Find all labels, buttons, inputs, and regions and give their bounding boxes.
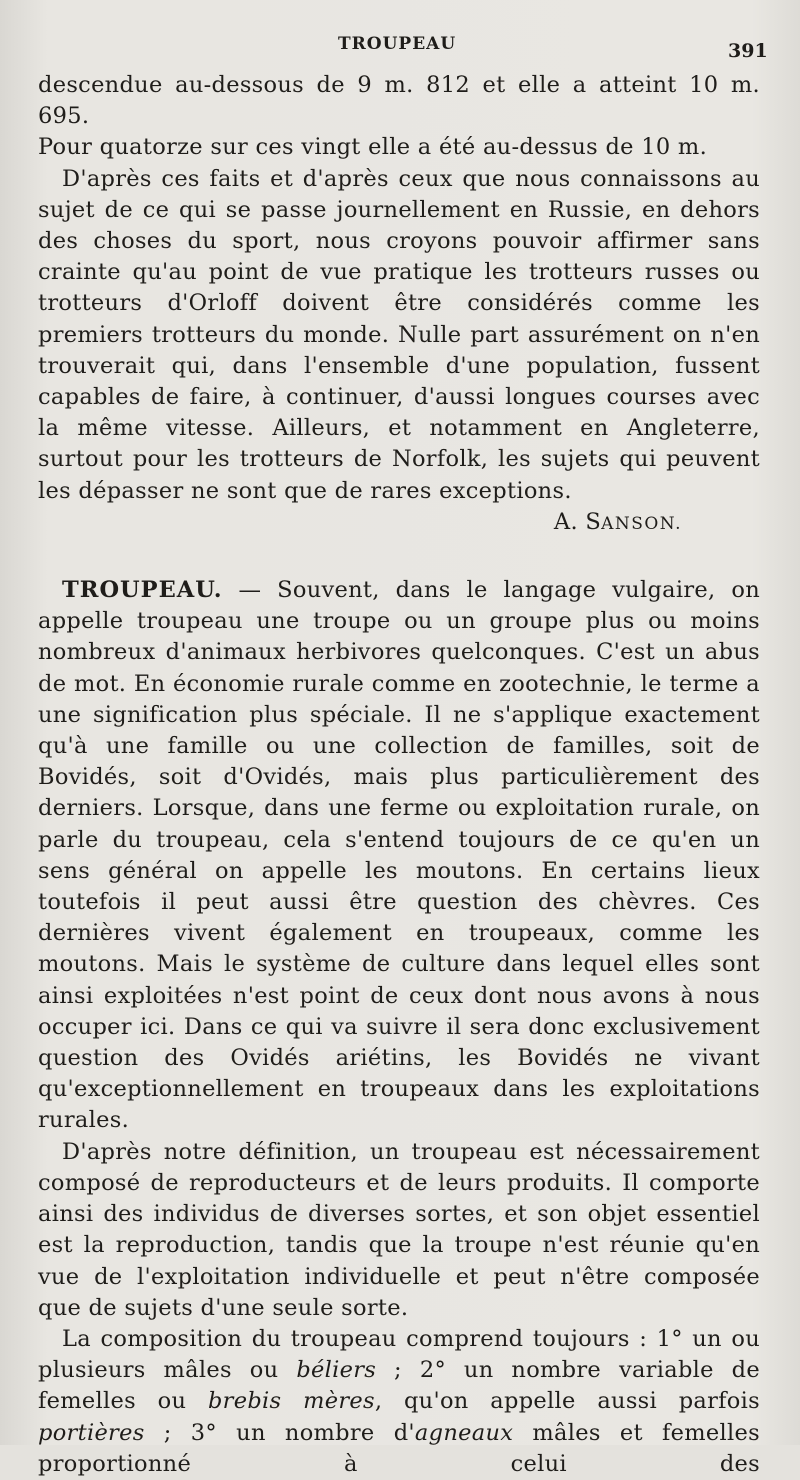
text-line: descendue au-dessous de 9 m. 812 et elle a atteint 10 m. 695. (38, 72, 760, 130)
paragraph: D'après ces faits et d'après ceux que nous connaissons au sujet de ce qui se passe journellement en Russie, en dehors des choses du sport, nous croyons pouvoir affirmer sans crainte qu'au point de vue pratique les trotteurs russes ou trotteurs d'Orloff doivent être considérés comme les premiers trotteurs du monde. Nulle part assurément on n'en trouverait qui, dans l'ensemble d'une population, fussent capables de faire, à continuer, d'aussi longues courses avec la même vitesse. Ailleurs, et notamment en Angleterre, surtout pour les trotteurs de Norfolk, les sujets qui peuvent les dépasser ne sont que de rares exceptions. (38, 165, 760, 504)
italic-term: agneaux (414, 1419, 514, 1446)
author-signature (38, 507, 760, 538)
paragraph (38, 575, 760, 1137)
paragraph-text: , qu'on appelle aussi parfois (374, 1388, 760, 1415)
signature-rest: ANSON. (601, 513, 682, 534)
signature-initial: A. S (553, 508, 602, 535)
paragraph (38, 1324, 760, 1480)
page-header (0, 34, 800, 64)
italic-term: portières (38, 1419, 145, 1446)
entry-headword: TROUPEAU. (62, 577, 223, 604)
paragraph-text: — Souvent, dans le langage vulgaire, on appelle troupeau une troupe ou un groupe plus ou moins nombreux d'animaux herbivores quelconques. C'est un abus de mot. En économie rurale comme en zootechnie, le terme a une signification plus spéciale. Il ne s'applique exactement qu'à une famille ou une collection de familles, soit de Bovidés, soit d'Ovidés, mais plus particulièrement des derniers. Lorsque, dans une ferme ou exploitation rurale, on parle du troupeau, cela s'entend toujours de ce qu'en un sens général on appelle les moutons. En certains lieux toutefois il peut aussi être question des chèvres. Ces dernières vivent également en troupeaux, comme les moutons. Mais le système de culture dans lequel elles sont ainsi exploitées n'est point de ceux dont nous avons à nous occuper ici. Dans ce qui va suivre il sera donc exclusivement question des Ovidés ariétins, les Bovidés ne vivant qu'exceptionnellement en troupeaux dans les exploitations rurales. (38, 577, 760, 1134)
paragraph-text: La composition du troupeau comprend toujours : 1° un ou plusieurs mâles ou (38, 1325, 760, 1384)
paragraph-text: ; 3° un nombre d' (144, 1419, 415, 1446)
paragraph: D'après notre définition, un troupeau est nécessairement composé de reproducteurs et de leurs produits. Il comporte ainsi des individus de diverses sortes, et son objet essentiel est la reproduction, tandis que la troupe n'est réunie qu'en vue de l'exploitation individuelle et peut n'être composée que de sujets d'une seule sorte. (38, 1138, 760, 1321)
paragraph-text: ; 2° un nombre variable de femelles ou (38, 1357, 760, 1415)
body-text (38, 70, 760, 1480)
paragraph-text: mâles et femelles proportionné à celui des (38, 1419, 760, 1477)
running-title: TROUPEAU (338, 34, 457, 54)
text-line: Pour quatorze sur ces vingt elle a été au-dessus de 10 m. (38, 134, 708, 161)
section-gap (38, 538, 760, 575)
page-number: 391 (728, 40, 768, 62)
italic-term: béliers (296, 1357, 377, 1384)
italic-term: brebis mères (207, 1388, 375, 1415)
